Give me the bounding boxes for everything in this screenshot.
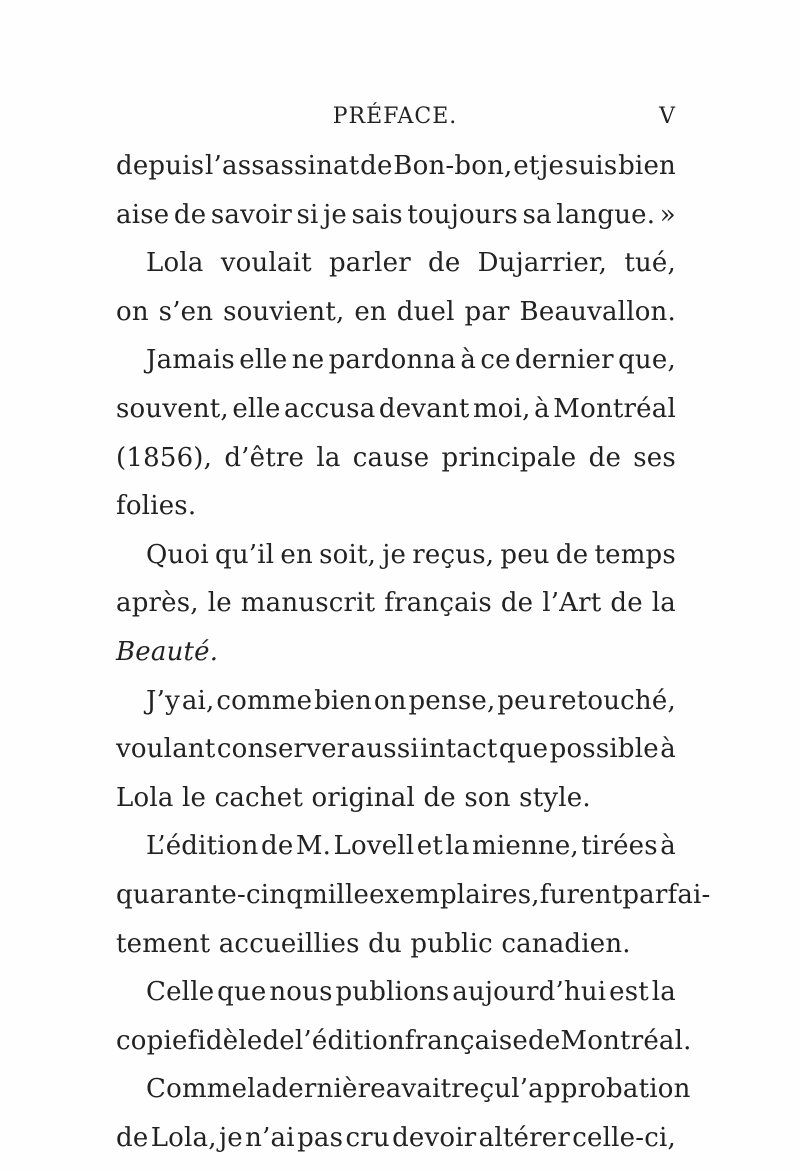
text-line: folies.	[116, 491, 197, 522]
page-header	[115, 104, 675, 144]
text-line: voulant conserver aussi intact que possible à	[116, 734, 676, 765]
text-line: J’y ai, comme bien on pense, peu retouché,	[146, 685, 676, 716]
page-number: V	[659, 104, 675, 129]
text-line: aise de savoir si je sais toujours sa langue. »	[116, 199, 676, 230]
text-line: tement accueillies du public canadien.	[116, 928, 631, 959]
text-line: Celle que nous publions aujourd’hui est la	[146, 977, 676, 1008]
text-line: (1856), d’être la cause principale de ses	[116, 442, 676, 473]
body-text	[116, 142, 711, 1162]
text-line: de Lola, je n’ai pas cru devoir altérer celle-ci,	[116, 1122, 676, 1153]
text-line: Beauté.	[116, 636, 219, 667]
text-line: quarante-cinq mille exemplaires, furent parfai-	[116, 879, 711, 910]
text-line: après, le manuscrit français de l’Art de la	[116, 588, 676, 619]
text-line: on s’en souvient, en duel par Beauvallon.	[116, 296, 676, 327]
text-line: Lola le cachet original de son style.	[116, 782, 591, 813]
text-line: Jamais elle ne pardonna à ce dernier que,	[146, 345, 676, 376]
text-line: Comme la dernière avait reçu l’approbation	[146, 1074, 691, 1105]
text-line: souvent, elle accusa devant moi, à Montréal	[116, 393, 676, 424]
text-line: copie fidèle de l’édition française de Montréal.	[116, 1025, 692, 1056]
text-line: L’édition de M. Lovell et la mienne, tirées à	[146, 831, 676, 862]
text-line: Lola voulait parler de Dujarrier, tué,	[146, 248, 676, 279]
text-line: depuis l’assassinat de Bon-bon, et je suis bien	[116, 151, 676, 181]
text-line: Quoi qu’il en soit, je reçus, peu de temps	[146, 539, 676, 570]
running-title: PRÉFACE.	[332, 104, 458, 129]
